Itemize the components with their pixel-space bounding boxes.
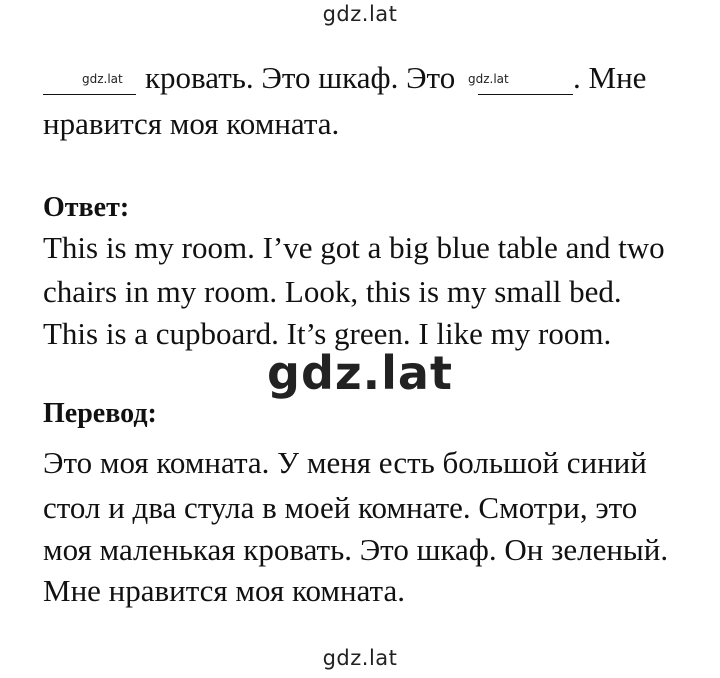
- translation-line-3: моя маленькая кровать. Это шкаф. Он зеленый.: [43, 532, 669, 567]
- task-line-1-part-1: кровать. Это шкаф. Это: [145, 60, 456, 95]
- translation-line-4: Мне нравится моя комната.: [43, 573, 405, 608]
- answer-blank-2: [478, 94, 573, 95]
- watermark-inline-2: gdz.lat: [468, 72, 509, 86]
- watermark-inline-1: gdz.lat: [82, 72, 123, 86]
- watermark-bottom: gdz.lat: [322, 646, 398, 670]
- task-line-2: нравится моя комната.: [43, 106, 340, 141]
- translation-line-2: стол и два стула в моей комнате. Смотри, это: [43, 490, 638, 525]
- answer-blank-1: [43, 94, 136, 95]
- watermark-middle: gdz.lat: [267, 346, 453, 400]
- task-line-1-part-2: . Мне: [573, 60, 647, 95]
- answer-line-1: This is my room. I’ve got a big blue table and two: [43, 230, 665, 265]
- translation-line-1: Это моя комната. У меня есть большой синий: [43, 445, 647, 480]
- watermark-top: gdz.lat: [322, 2, 398, 26]
- answer-line-3: This is a cupboard. It’s green. I like my room.: [43, 316, 612, 351]
- translation-heading: Перевод:: [43, 398, 157, 429]
- answer-line-2: chairs in my room. Look, this is my small bed.: [43, 274, 622, 309]
- answer-heading: Ответ:: [43, 192, 130, 223]
